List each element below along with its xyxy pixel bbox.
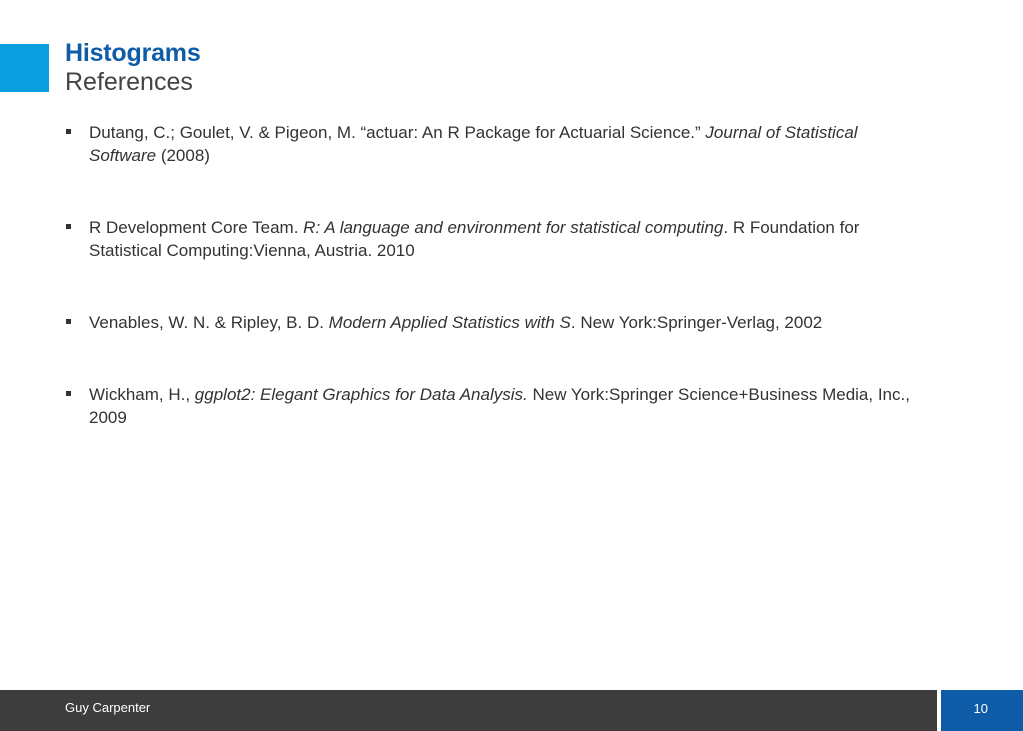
reference-authors: Venables, W. N. & Ripley, B. D. [89, 313, 329, 332]
bullet-icon [66, 319, 71, 324]
reference-details: New York:Springer Science+Business Media, Inc., 2009 [89, 385, 910, 427]
slide-subtitle: References [65, 68, 193, 96]
reference-item [66, 121, 926, 167]
reference-title: Modern Applied Statistics with S [328, 313, 571, 332]
bullet-icon [66, 224, 71, 229]
reference-item [66, 383, 926, 429]
reference-item [66, 311, 926, 334]
bullet-icon [66, 391, 71, 396]
reference-details: . R Foundation for Statistical Computing:Vienna, Austria. 2010 [89, 218, 860, 260]
reference-list [66, 121, 926, 429]
reference-details: . New York:Springer-Verlag, 2002 [570, 313, 823, 332]
accent-square [0, 44, 49, 92]
page-number-box [941, 690, 1023, 731]
reference-item [66, 216, 926, 262]
bullet-icon [66, 129, 71, 134]
footer-bar [0, 690, 937, 731]
reference-title: R: A language and environment for statistical computing [303, 218, 724, 237]
reference-details: (2008) [156, 146, 210, 165]
reference-authors: R Development Core Team. [89, 218, 304, 237]
reference-authors: Dutang, C.; Goulet, V. & Pigeon, M. “actuar: An R Package for Actuarial Science.” [89, 123, 706, 142]
footer-company: Guy Carpenter [65, 700, 151, 715]
slide-title: Histograms [65, 39, 201, 67]
reference-title: ggplot2: Elegant Graphics for Data Analysis. [194, 385, 528, 404]
reference-authors: Wickham, H., [89, 385, 195, 404]
page-number: 10 [973, 701, 988, 716]
reference-title: Journal of Statistical Software [89, 123, 858, 165]
